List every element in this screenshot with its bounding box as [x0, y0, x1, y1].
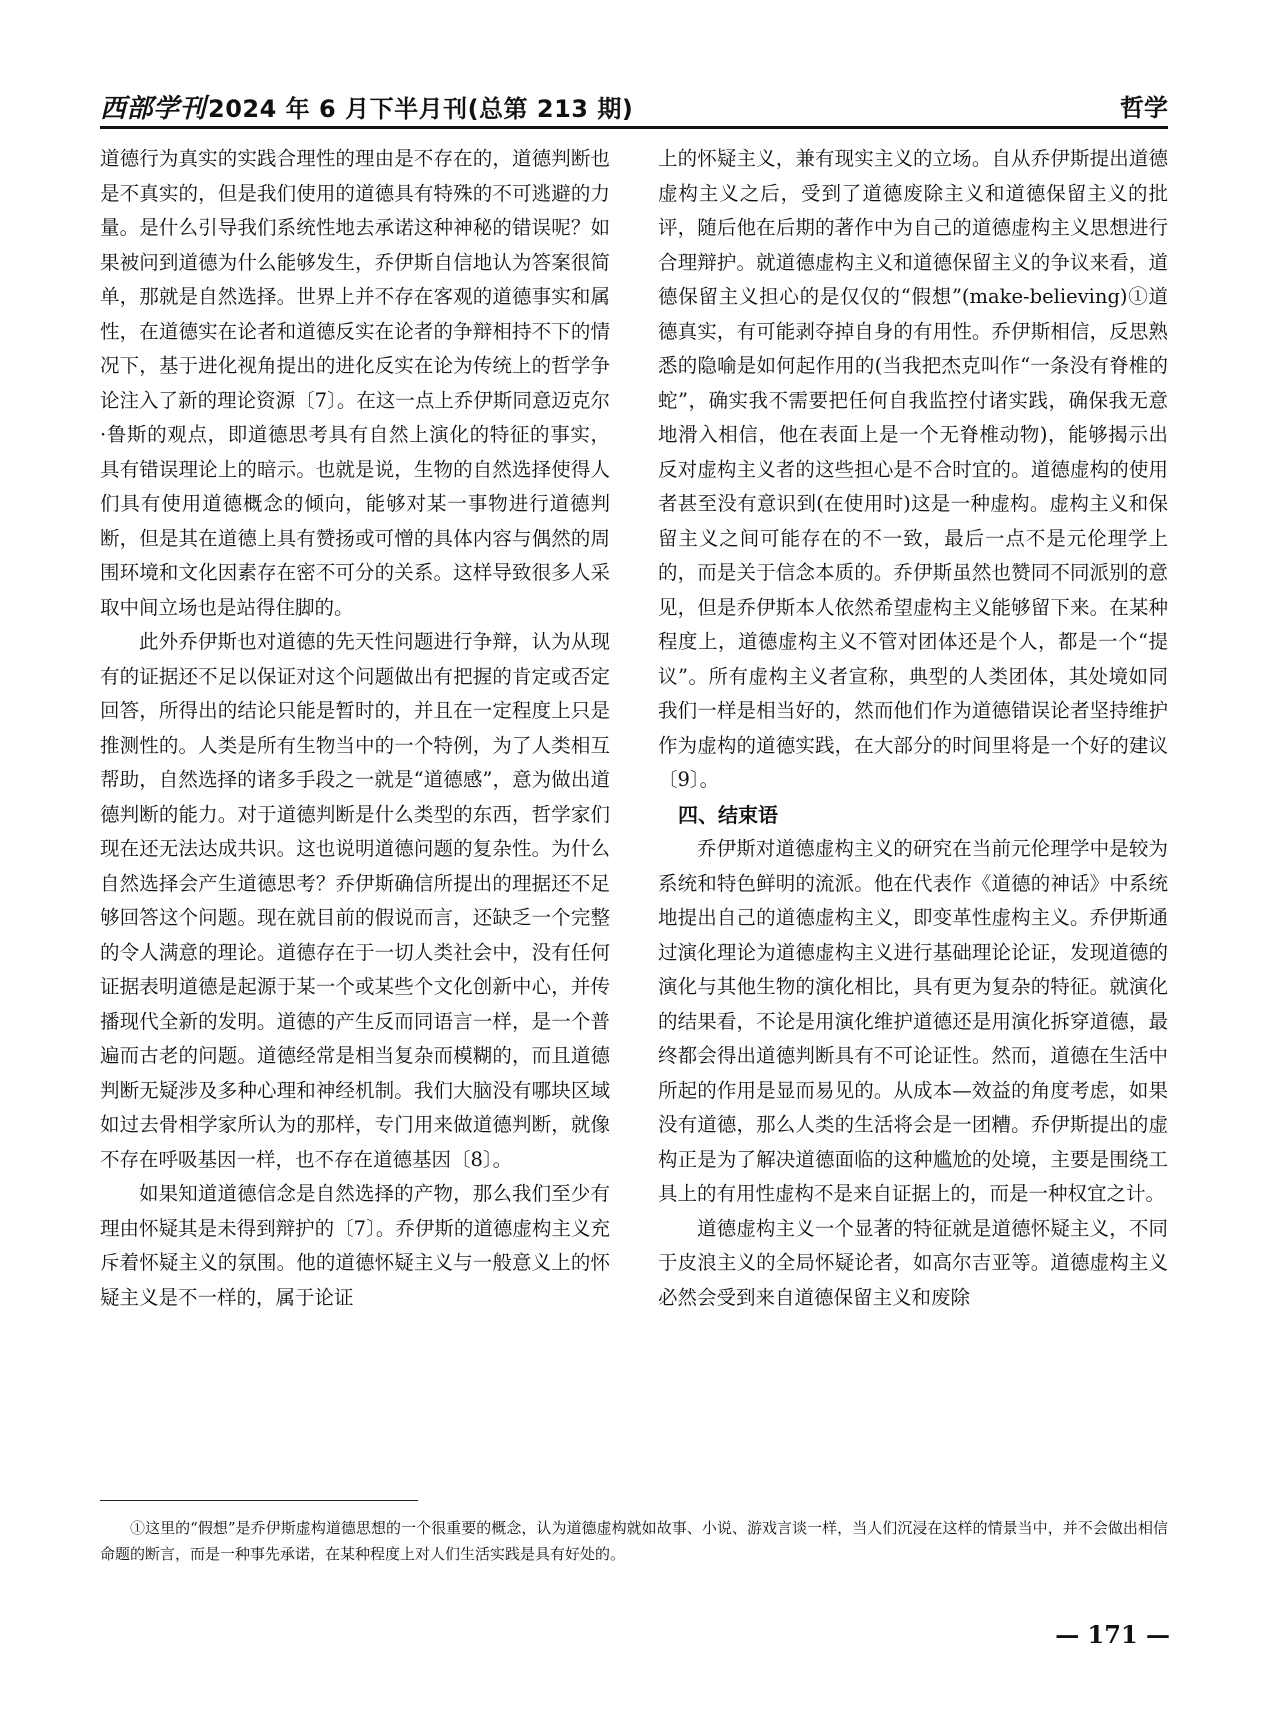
header-left [100, 88, 633, 125]
page-number: — 171 — [1055, 1620, 1170, 1649]
header-rule [100, 126, 1168, 129]
footnote-rule [100, 1500, 418, 1501]
journal-logo: 西部学刊 [100, 94, 207, 124]
issue-info: 2024 年 6 月下半月刊(总第 213 期) [208, 95, 634, 123]
right-column [658, 142, 1168, 1487]
paragraph: 道德行为真实的实践合理性的理由是不存在的，道德判断也是不真实的，但是我们使用的道德具有特殊的不可逃避的力量。是什么引导我们系统性地去承诺这种神秘的错误呢？如果被问到道德为什么能够发生，乔伊斯自信地认为答案很简单，那就是自然选择。世界上并不存在客观的道德事实和属性，在道德实在论者和道德反实在论者的争辩相持不下的情况下，基于进化视角提出的进化反实在论为传统上的哲学争论注入了新的理论资源〔7〕。在这一点上乔伊斯同意迈克尔·鲁斯的观点，即道德思考具有自然上演化的特征的事实，具有错误理论上的暗示。也就是说，生物的自然选择使得人们具有使用道德概念的倾向，能够对某一事物进行道德判断，但是其在道德上具有赞扬或可憎的具体内容与偶然的周围环境和文化因素存在密不可分的关系。这样导致很多人采取中间立场也是站得住脚的。 [100, 147, 610, 619]
section-heading: 四、结束语 [678, 802, 778, 827]
footnote: ①这里的“假想”是乔伊斯虚构道德思想的一个很重要的概念，认为道德虚构就如故事、小说、游戏言谈一样，当人们沉浸在这样的情景当中，并不会做出相信命题的断言，而是一种事先承诺，在某种程度上对人们生活实践是具有好处的。 [100, 1519, 1168, 1563]
paragraph: 乔伊斯对道德虚构主义的研究在当前元伦理学中是较为系统和特色鲜明的流派。他在代表作《道德的神话》中系统地提出自己的道德虚构主义，即变革性虚构主义。乔伊斯通过演化理论为道德虚构主义进行基础理论论证，发现道德的演化与其他生物的演化相比，具有更为复杂的特征。就演化的结果看，不论是用演化维护道德还是用演化拆穿道德，最终都会得出道德判断具有不可论证性。然而，道德在生活中所起的作用是显而易见的。从成本—效益的角度考虑，如果没有道德，那么人类的生活将会是一团糟。乔伊斯提出的虚构正是为了解决道德面临的这种尴尬的处境，主要是围绕工具上的有用性虚构不是来自证据上的，而是一种权宜之计。 [658, 837, 1168, 1205]
paragraph: 此外乔伊斯也对道德的先天性问题进行争辩，认为从现有的证据还不足以保证对这个问题做出有把握的肯定或否定回答，所得出的结论只能是暂时的，并且在一定程度上只是推测性的。人类是所有生物当中的一个特例，为了人类相互帮助，自然选择的诸多手段之一就是“道德感”，意为做出道德判断的能力。对于道德判断是什么类型的东西，哲学家们现在还无法达成共识。这也说明道德问题的复杂性。为什么自然选择会产生道德思考？乔伊斯确信所提出的理据还不足够回答这个问题。现在就目前的假说而言，还缺乏一个完整的令人满意的理论。道德存在于一切人类社会中，没有任何证据表明道德是起源于某一个或某些个文化创新中心，并传播现代全新的发明。道德的产生反而同语言一样，是一个普遍而古老的问题。道德经常是相当复杂而模糊的，而且道德判断无疑涉及多种心理和神经机制。我们大脑没有哪块区域如过去骨相学家所认为的那样，专门用来做道德判断，就像不存在呼吸基因一样，也不存在道德基因〔8〕。 [100, 630, 610, 1171]
section-label: 哲学 [1120, 94, 1168, 122]
paragraph: 上的怀疑主义，兼有现实主义的立场。自从乔伊斯提出道德虚构主义之后，受到了道德废除主义和道德保留主义的批评，随后他在后期的著作中为自己的道德虚构主义思想进行合理辩护。就道德虚构主义和道德保留主义的争议来看，道德保留主义担心的是仅仅的“假想”(make-believing)①道德真实，有可能剥夺掉自身的有用性。乔伊斯相信，反思熟悉的隐喻是如何起作用的(当我把杰克叫作“一条没有脊椎的蛇”，确实我不需要把任何自我监控付诸实践，确保我无意地滑入相信，他在表面上是一个无脊椎动物)，能够揭示出反对虚构主义者的这些担心是不合时宜的。道德虚构的使用者甚至没有意识到(在使用时)这是一种虚构。虚构主义和保留主义之间可能存在的不一致，最后一点不是元伦理学上的，而是关于信念本质的。乔伊斯虽然也赞同不同派别的意见，但是乔伊斯本人依然希望虚构主义能够留下来。在某种程度上，道德虚构主义不管对团体还是个人，都是一个“提议”。所有虚构主义者宣称，典型的人类团体，其处境如同我们一样是相当好的，然而他们作为道德错误论者坚持维护作为虚构的道德实践，在大部分的时间里将是一个好的建议〔9〕。 [658, 147, 1168, 791]
left-column [100, 142, 610, 1487]
paragraph: 道德虚构主义一个显著的特征就是道德怀疑主义，不同于皮浪主义的全局怀疑论者，如高尔吉亚等。道德虚构主义必然会受到来自道德保留主义和废除 [658, 1216, 1168, 1309]
running-header [100, 88, 1168, 124]
paragraph: 如果知道道德信念是自然选择的产物，那么我们至少有理由怀疑其是未得到辩护的〔7〕。乔伊斯的道德虚构主义充斥着怀疑主义的氛围。他的道德怀疑主义与一般意义上的怀疑主义是不一样的，属于论证 [100, 1182, 610, 1309]
